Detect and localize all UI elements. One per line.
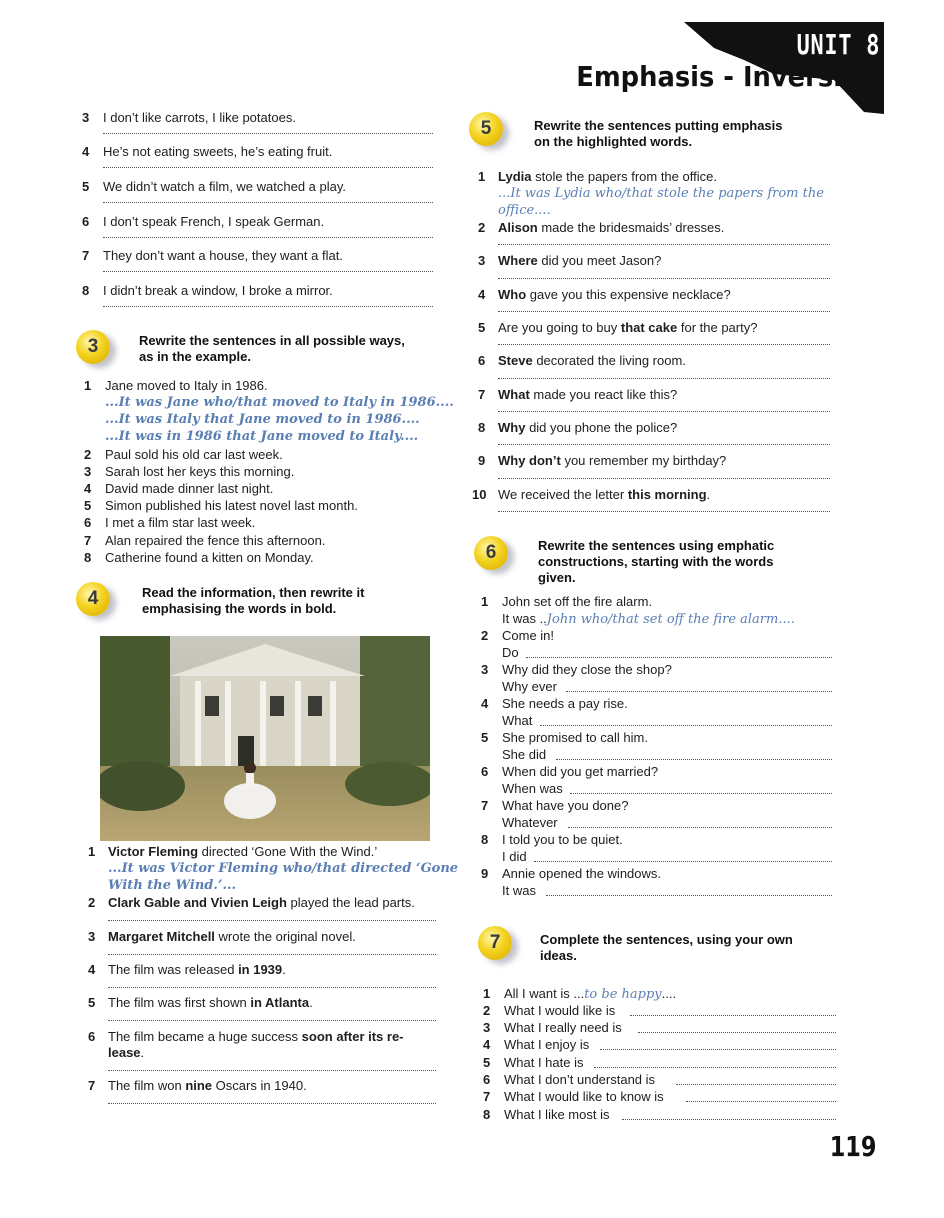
item-number: 8 (483, 1107, 491, 1122)
answer-line[interactable] (600, 1047, 836, 1050)
example-answer: ...It was Jane who/that moved to Italy in 1986.... (105, 395, 454, 410)
item-text: What have you done? (502, 798, 629, 813)
item-number: 8 (481, 832, 489, 847)
answer-line[interactable] (108, 985, 436, 988)
item-text: Lydia stole the papers from the office. (498, 169, 717, 184)
item-text: The film became a huge success soon after its re- (108, 1029, 404, 1044)
item-number: 8 (82, 283, 90, 298)
item-number: 4 (84, 481, 92, 496)
item-text: Why don’t you remember my birthday? (498, 453, 727, 468)
item-text: What I hate is (504, 1055, 584, 1070)
item-text: Alison made the bridesmaids’ dresses. (498, 220, 725, 235)
item-text: David made dinner last night. (105, 481, 274, 496)
answer-line[interactable] (498, 442, 830, 445)
item-number: 3 (82, 110, 90, 125)
example-answer: office.... (498, 203, 551, 218)
item-number: 2 (84, 447, 92, 462)
example-answer: With the Wind.’... (108, 878, 237, 893)
answer-line[interactable] (594, 1065, 836, 1068)
answer-line[interactable] (540, 723, 832, 726)
item-number: 4 (483, 1037, 491, 1052)
item-text: lease. (108, 1045, 145, 1060)
item-start: Whatever (502, 815, 558, 830)
answer-line[interactable] (103, 200, 433, 203)
item-start: She did (502, 747, 547, 762)
answer-line[interactable] (686, 1099, 836, 1102)
answer-line[interactable] (498, 376, 830, 379)
item-start: I did (502, 849, 527, 864)
item-number: 10 (472, 487, 487, 502)
exercise-instruction: Rewrite the sentences using emphatic constructions, starting with the words given. (538, 538, 775, 585)
item-text: I met a film star last week. (105, 515, 256, 530)
item-number: 1 (481, 594, 489, 609)
item-number: 2 (483, 1003, 491, 1018)
item-text: Margaret Mitchell wrote the original novel. (108, 929, 356, 944)
item-text: The film was released in 1939. (108, 962, 286, 977)
item-number: 1 (478, 169, 486, 184)
answer-line[interactable] (498, 509, 830, 512)
item-text: What I enjoy is (504, 1037, 590, 1052)
item-number: 5 (88, 995, 96, 1010)
answer-line[interactable] (570, 791, 832, 794)
item-start: Do (502, 645, 519, 660)
answer-line[interactable] (556, 757, 832, 760)
item-text: What made you react like this? (498, 387, 678, 402)
item-start: Why ever (502, 679, 557, 694)
item-text: Jane moved to Italy in 1986. (105, 378, 268, 393)
item-text: Sarah lost her keys this morning. (105, 464, 295, 479)
answer-line[interactable] (108, 918, 436, 921)
answer-line[interactable] (534, 859, 832, 862)
example-answer: ...It was in 1986 that Jane moved to Italy.... (105, 429, 419, 444)
item-number: 3 (88, 929, 96, 944)
item-number: 6 (481, 764, 489, 779)
item-number: 6 (88, 1029, 96, 1044)
answer-line[interactable] (108, 1018, 436, 1021)
item-text: The film won nine Oscars in 1940. (108, 1078, 307, 1093)
item-text: What I really need is (504, 1020, 622, 1035)
item-number: 1 (88, 844, 96, 859)
item-number: 7 (82, 248, 90, 263)
item-number: 7 (88, 1078, 96, 1093)
item-number: 6 (84, 515, 92, 530)
answer-line[interactable] (108, 952, 436, 955)
item-text: When did you get married? (502, 764, 659, 779)
item-text: Simon published his latest novel last month. (105, 498, 358, 513)
item-number: 7 (483, 1089, 491, 1104)
item-number: 5 (84, 498, 92, 513)
answer-line[interactable] (546, 893, 832, 896)
item-number: 3 (483, 1020, 491, 1035)
answer-line[interactable] (108, 1101, 436, 1104)
item-text: We received the letter this morning. (498, 487, 711, 502)
answer-line[interactable] (498, 309, 830, 312)
item-number: 9 (478, 453, 486, 468)
item-text: All I want is ...to be happy.... (504, 986, 677, 1002)
item-text: They don’t want a house, they want a flat. (103, 248, 343, 263)
item-number: 7 (481, 798, 489, 813)
unit-label: UNIT 8 (796, 28, 880, 61)
exercise-instruction: Complete the sentences, using your own ideas. (540, 932, 793, 963)
item-text: Where did you meet Jason? (498, 253, 662, 268)
item-number: 2 (481, 628, 489, 643)
answer-line[interactable] (676, 1082, 836, 1085)
item-number: 7 (478, 387, 486, 402)
item-text: We didn’t watch a film, we watched a play. (103, 179, 347, 194)
example-answer: ...It was Lydia who/that stole the papers from the (498, 186, 824, 201)
item-number: 9 (481, 866, 489, 881)
item-number: 6 (483, 1072, 491, 1087)
page-number: 119 (829, 1130, 876, 1163)
answer-line[interactable] (103, 165, 433, 168)
item-text: What I would like to know is (504, 1089, 664, 1104)
exercise-badge: 3 (76, 330, 110, 364)
item-text: Catherine found a kitten on Monday. (105, 550, 314, 565)
answer-line[interactable] (103, 235, 433, 238)
item-text: What I like most is (504, 1107, 610, 1122)
item-text: She promised to call him. (502, 730, 648, 745)
answer-line[interactable] (498, 342, 830, 345)
item-start: It was ..John who/that set off the fire alarm.... (502, 611, 795, 627)
answer-line[interactable] (498, 242, 830, 245)
item-text: He’s not eating sweets, he’s eating fruit. (103, 144, 333, 159)
exercise-badge: 7 (478, 926, 512, 960)
item-number: 3 (481, 662, 489, 677)
answer-line[interactable] (638, 1030, 836, 1033)
answer-line[interactable] (568, 825, 832, 828)
item-number: 4 (88, 962, 96, 977)
answer-line[interactable] (103, 304, 433, 307)
item-text: Why did you phone the police? (498, 420, 678, 435)
film-still-photo (100, 636, 430, 841)
item-text: Alan repaired the fence this afternoon. (105, 533, 326, 548)
item-text: Come in! (502, 628, 555, 643)
item-text: Victor Fleming directed ‘Gone With the Wind.’ (108, 844, 378, 859)
item-text: Are you going to buy that cake for the party? (498, 320, 758, 335)
exercise-instruction: Rewrite the sentences putting emphasis on the highlighted words. (534, 118, 783, 149)
item-number: 4 (481, 696, 489, 711)
item-text: I didn’t break a window, I broke a mirror. (103, 283, 333, 298)
answer-line[interactable] (498, 276, 830, 279)
item-text: Steve decorated the living room. (498, 353, 686, 368)
answer-line[interactable] (630, 1013, 836, 1016)
item-number: 5 (478, 320, 486, 335)
answer-line[interactable] (566, 689, 832, 692)
exercise-instruction: Read the information, then rewrite it emphasising the words in bold. (142, 585, 365, 616)
item-text: Clark Gable and Vivien Leigh played the lead parts. (108, 895, 415, 910)
item-text: The film was first shown in Atlanta. (108, 995, 313, 1010)
example-answer: ...It was Victor Fleming who/that directed ‘Gone (108, 861, 459, 876)
item-number: 8 (478, 420, 486, 435)
item-text: Why did they close the shop? (502, 662, 672, 677)
item-number: 4 (82, 144, 90, 159)
item-text: John set off the fire alarm. (502, 594, 653, 609)
item-number: 1 (84, 378, 92, 393)
item-start: When was (502, 781, 563, 796)
item-text: Who gave you this expensive necklace? (498, 287, 731, 302)
exercise-badge: 6 (474, 536, 508, 570)
answer-line[interactable] (108, 1068, 436, 1071)
item-start: It was (502, 883, 536, 898)
item-text: What I don’t understand is (504, 1072, 656, 1087)
answer-line[interactable] (526, 655, 832, 658)
answer-line[interactable] (498, 409, 830, 412)
answer-line[interactable] (498, 476, 830, 479)
item-text: She needs a pay rise. (502, 696, 628, 711)
item-start: What (502, 713, 533, 728)
exercise-badge: 4 (76, 582, 110, 616)
item-text: I don’t speak French, I speak German. (103, 214, 325, 229)
item-text: What I would like is (504, 1003, 616, 1018)
answer-line[interactable] (103, 269, 433, 272)
item-number: 5 (483, 1055, 491, 1070)
item-number: 8 (84, 550, 92, 565)
item-number: 3 (84, 464, 92, 479)
exercise-instruction: Rewrite the sentences in all possible ways, as in the example. (139, 333, 405, 364)
item-text: I told you to be quiet. (502, 832, 623, 847)
item-text: Paul sold his old car last week. (105, 447, 283, 462)
item-text: I don’t like carrots, I like potatoes. (103, 110, 296, 125)
example-answer: ...It was Italy that Jane moved to in 1986.... (105, 412, 420, 427)
item-number: 1 (483, 986, 491, 1001)
item-text: Annie opened the windows. (502, 866, 662, 881)
item-number: 7 (84, 533, 92, 548)
item-number: 4 (478, 287, 486, 302)
item-number: 6 (82, 214, 90, 229)
exercise-badge: 5 (469, 112, 503, 146)
item-number: 2 (478, 220, 486, 235)
item-number: 5 (481, 730, 489, 745)
answer-line[interactable] (103, 131, 433, 134)
item-number: 2 (88, 895, 96, 910)
item-number: 3 (478, 253, 486, 268)
item-number: 5 (82, 179, 90, 194)
answer-line[interactable] (622, 1117, 836, 1120)
page-title: Emphasis - Inversion (576, 60, 878, 93)
item-number: 6 (478, 353, 486, 368)
